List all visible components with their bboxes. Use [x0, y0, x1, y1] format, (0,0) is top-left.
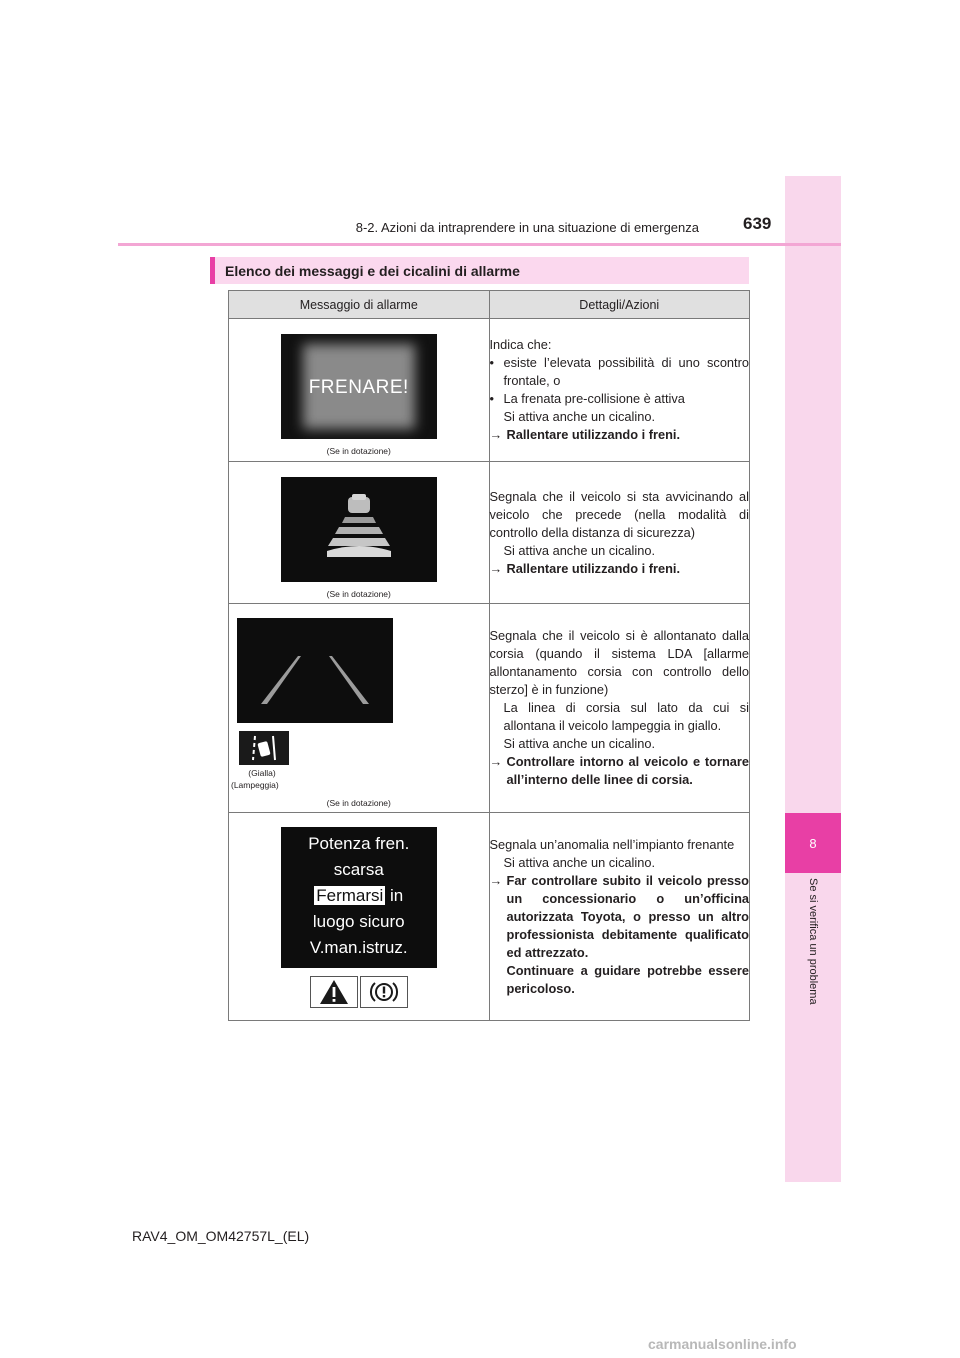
message-cell — [229, 604, 490, 813]
chapter-number: 8 — [785, 813, 841, 873]
frenare-text: FRENARE! — [308, 377, 409, 398]
details-cell — [489, 604, 750, 813]
bullet-mark: • — [489, 355, 494, 370]
section-title-bar — [210, 257, 749, 284]
details-intro: Indica che: — [489, 337, 552, 352]
details-intro: Segnala un’anomalia nell’impianto frenante — [489, 836, 735, 852]
display-line — [281, 883, 437, 909]
details-intro: Segnala che il veicolo si sta avvicinando al veicolo che precede (nella modalità di controllo della distanza di sicurezza) — [489, 488, 749, 540]
brake-warning-display — [281, 334, 437, 439]
section-title: Elenco dei messaggi e dei cicalini di allarme — [225, 262, 520, 279]
table-row — [229, 462, 750, 604]
details-note: Si attiva anche un cicalino. — [503, 542, 656, 558]
lane-departure-display — [237, 618, 393, 723]
details-note: Si attiva anche un cicalino. — [503, 409, 656, 424]
lane-lines-icon — [237, 618, 393, 723]
column-header-message: Messaggio di allarme — [229, 291, 490, 319]
table-row — [229, 319, 750, 462]
action-line — [490, 872, 750, 998]
details-note: Si attiva anche un cicalino. — [503, 736, 656, 751]
header-rule — [118, 243, 841, 246]
details-intro: Segnala che il veicolo si è allontanato dalla corsia (quando il sistema LDA [allarme allontanamento corsia con controllo dello sterzo] è in funzione) — [489, 628, 749, 697]
column-header-details: Dettagli/Azioni — [489, 291, 750, 319]
list-item — [490, 390, 750, 408]
distance-warning-display — [281, 477, 437, 582]
message-cell — [229, 462, 490, 604]
action-text: Rallentare utilizzando i freni. — [506, 560, 680, 576]
page-number: 639 — [743, 214, 772, 233]
warning-icons-row — [310, 976, 408, 1008]
message-cell — [229, 813, 490, 1021]
table-row — [229, 813, 750, 1021]
vehicle-approach-icon — [281, 477, 437, 582]
bullet-mark: • — [489, 391, 494, 406]
display-line: Potenza fren. — [308, 834, 410, 853]
arrow-icon: → — [489, 427, 503, 442]
details-note: Si attiva anche un cicalino. — [503, 854, 656, 870]
arrow-icon: → — [489, 872, 503, 888]
document-code: RAV4_OM_OM42757L_(EL) — [132, 1228, 310, 1244]
display-line: luogo sicuro — [312, 912, 405, 931]
watermark-text: carmanualsonline.info — [648, 1336, 797, 1352]
action-text: Controllare intorno al veicolo e tornare all’interno delle linee di corsia. — [506, 754, 749, 787]
display-line: scarsa — [333, 860, 384, 879]
lane-departure-indicator-icon — [239, 731, 289, 765]
chapter-label: Se si verifica un problema — [807, 878, 819, 1005]
table-row — [229, 604, 750, 813]
message-cell — [229, 319, 490, 462]
details-cell — [489, 319, 750, 462]
action-line — [490, 426, 750, 444]
equipment-caption: (Se in dotazione) — [326, 798, 391, 808]
details-cell — [489, 462, 750, 604]
display-line-rest: in — [385, 886, 404, 905]
display-highlight: Fermarsi — [316, 886, 384, 905]
brake-malfunction-display — [281, 827, 437, 968]
bullet-text: esiste l’elevata possibilità di uno scontro frontale, o — [503, 355, 749, 388]
table-header-row — [229, 291, 750, 319]
action-text-secondary: Continuare a guidare potrebbe essere pericoloso. — [506, 962, 749, 996]
action-line — [490, 560, 750, 578]
list-item — [490, 354, 750, 390]
details-cell — [489, 813, 750, 1021]
arrow-icon: → — [489, 560, 503, 576]
arrow-icon: → — [489, 754, 503, 769]
indicator-color-label: (Gialla) — [248, 768, 276, 778]
action-text-main: Far controllare subito il veicolo presso un concessionario o un’officina autorizzata Toyota, o presso un altro professionista debitamente qualificato ed attrezzato. — [506, 872, 749, 960]
general-warning-icon — [310, 976, 358, 1008]
indicator-blink-label: (Lampeggia) — [231, 780, 279, 790]
equipment-caption: (Se in dotazione) — [326, 588, 391, 599]
action-text — [507, 872, 750, 998]
warning-messages-table — [228, 290, 750, 1021]
running-header: 8-2. Azioni da intraprendere in una situazione di emergenza — [355, 220, 699, 235]
action-line — [490, 753, 750, 789]
bullet-text: La frenata pre-collisione è attiva — [503, 391, 685, 406]
equipment-caption: (Se in dotazione) — [326, 446, 391, 456]
details-note: La linea di corsia sul lato da cui si allontana il veicolo lampeggia in giallo. — [503, 700, 749, 733]
display-line: V.man.istruz. — [309, 938, 408, 957]
brake-system-warning-icon — [360, 976, 408, 1008]
action-text: Rallentare utilizzando i freni. — [506, 427, 680, 442]
